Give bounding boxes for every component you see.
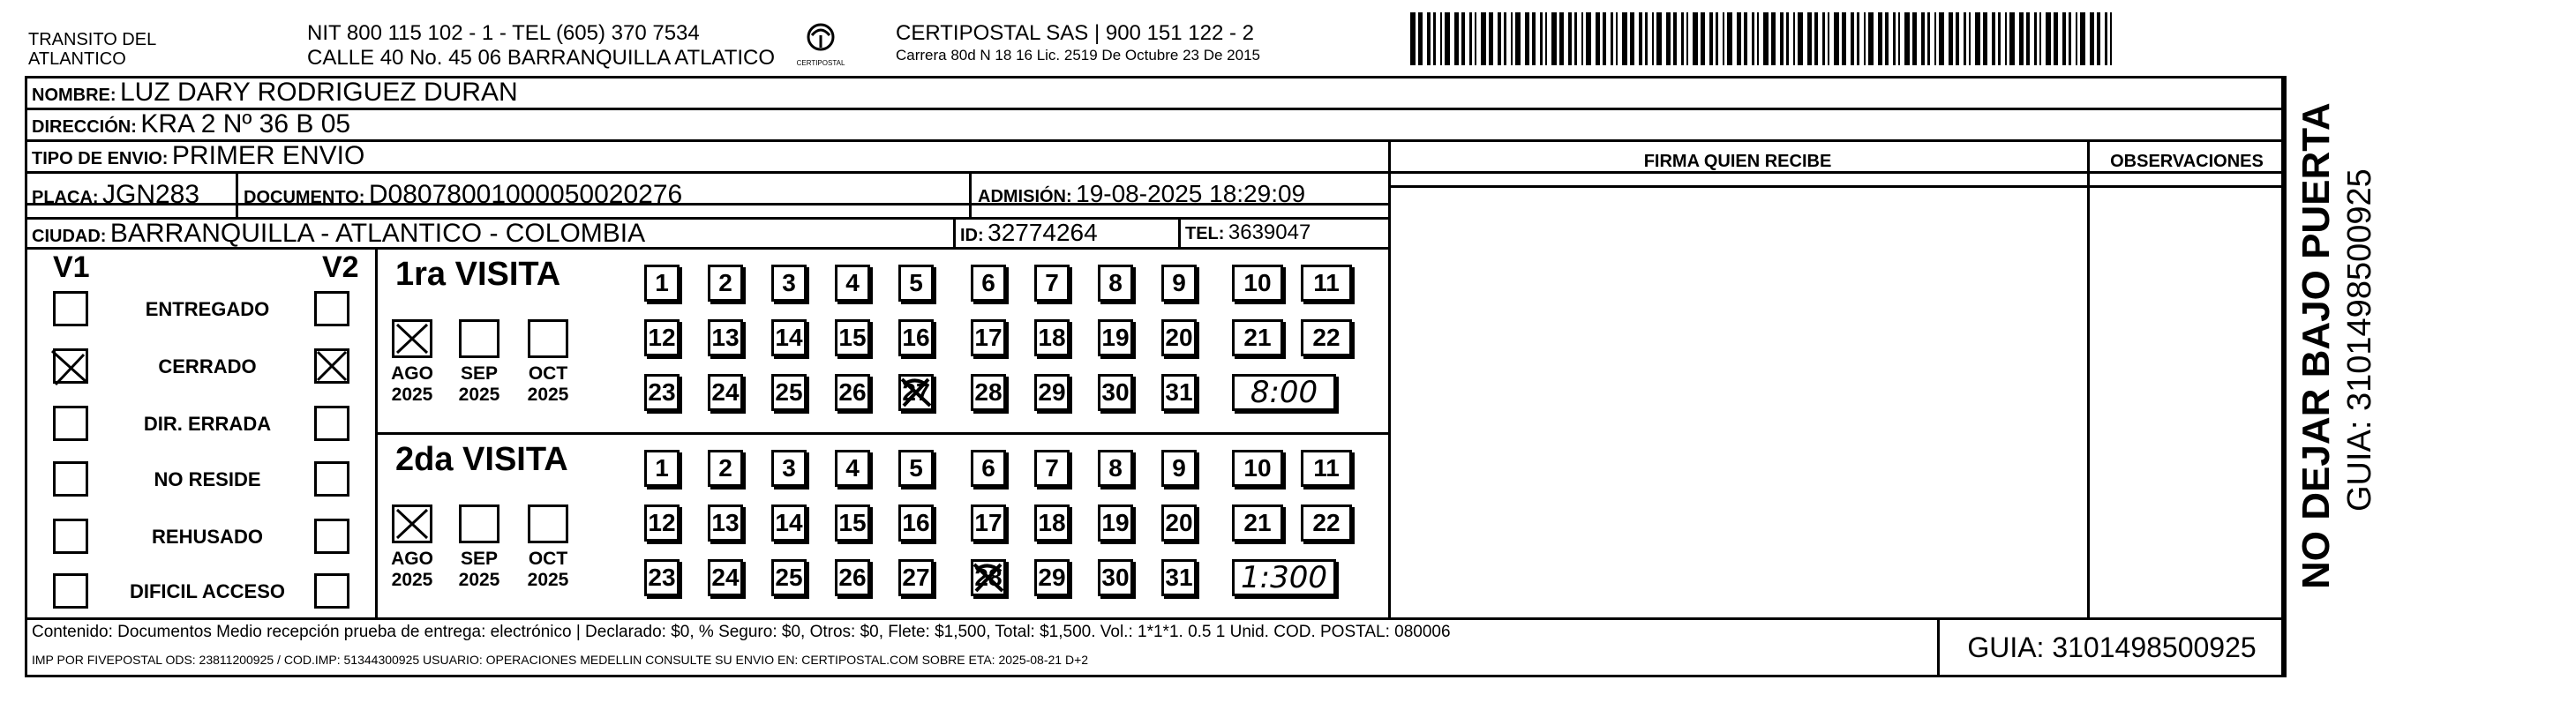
month-label: AGO 2025 bbox=[391, 363, 433, 405]
second-visit-day-box[interactable]: 25 bbox=[771, 559, 807, 596]
documento-value: D08078001000050020276 bbox=[368, 180, 683, 209]
first-visit-day-box[interactable]: 1 bbox=[644, 265, 680, 302]
second-visit-time-box bbox=[1232, 559, 1336, 596]
first-visit-day-box[interactable]: 21 bbox=[1232, 319, 1283, 356]
v1-checkbox[interactable] bbox=[53, 573, 88, 609]
handwritten-time: 1:300 bbox=[1241, 560, 1327, 595]
first-visit-day-box[interactable]: 30 bbox=[1098, 374, 1133, 411]
second-visit-day-box[interactable]: 1 bbox=[644, 450, 680, 487]
direccion-value: KRA 2 Nº 36 B 05 bbox=[140, 109, 351, 138]
second-visit-day-box[interactable]: 8 bbox=[1098, 450, 1133, 487]
admision-value: 19-08-2025 18:29:09 bbox=[1076, 180, 1306, 207]
second-visit-day-box[interactable]: 16 bbox=[898, 504, 934, 542]
first-visit-day-box[interactable]: 7 bbox=[1034, 265, 1070, 302]
first-visit-month-checkbox[interactable] bbox=[392, 319, 432, 358]
scribble-mark-icon bbox=[971, 559, 1006, 596]
signature-area[interactable] bbox=[1391, 188, 2087, 617]
footer-guia: GUIA: 3101498500925 bbox=[1967, 632, 2257, 663]
status-label: NO RESIDE bbox=[154, 468, 261, 490]
side-guia: GUIA: 3101498500925 bbox=[2341, 168, 2378, 512]
second-visit-day-box[interactable]: 7 bbox=[1034, 450, 1070, 487]
v2-header: V2 bbox=[322, 250, 359, 284]
second-visit-day-box[interactable]: 10 bbox=[1232, 450, 1283, 487]
id-value: 32774264 bbox=[988, 219, 1098, 246]
second-visit-month-checkbox[interactable] bbox=[392, 504, 432, 543]
second-visit-day-box[interactable]: 23 bbox=[644, 559, 680, 596]
first-visit-month-checkbox[interactable] bbox=[459, 319, 499, 358]
month-label: SEP 2025 bbox=[458, 549, 500, 590]
direccion-row: DIRECCIÓN: KRA 2 Nº 36 B 05 bbox=[32, 109, 351, 138]
first-visit-day-box[interactable]: 28 bbox=[971, 374, 1006, 411]
second-visit-day-box[interactable]: 12 bbox=[644, 504, 680, 542]
second-visit-day-box[interactable]: 13 bbox=[708, 504, 743, 542]
second-visit-day-box[interactable]: 26 bbox=[835, 559, 870, 596]
barcode-icon bbox=[1410, 12, 2116, 65]
first-visit-day-box[interactable]: 14 bbox=[771, 319, 807, 356]
first-visit-day-box[interactable]: 6 bbox=[971, 265, 1006, 302]
second-visit-day-box[interactable]: 15 bbox=[835, 504, 870, 542]
month-label: SEP 2025 bbox=[458, 363, 500, 405]
certipostal-logo-icon bbox=[803, 19, 838, 55]
v1-checkbox[interactable] bbox=[53, 461, 88, 497]
second-visit-day-box[interactable]: 11 bbox=[1301, 450, 1352, 487]
company-name: TRANSITO DEL ATLANTICO bbox=[28, 30, 157, 69]
status-label: REHUSADO bbox=[152, 526, 263, 548]
ciudad-row: CIUDAD: BARRANQUILLA - ATLANTICO - COLOMBIA bbox=[32, 219, 646, 248]
month-label: AGO 2025 bbox=[391, 549, 433, 590]
second-visit-day-box[interactable]: 9 bbox=[1161, 450, 1197, 487]
documento-row: DOCUMENTO: D08078001000050020276 bbox=[244, 180, 683, 209]
second-visit-day-box[interactable]: 6 bbox=[971, 450, 1006, 487]
placa-value: JGN283 bbox=[102, 180, 200, 209]
first-visit-day-box[interactable]: 3 bbox=[771, 265, 807, 302]
second-visit-day-box[interactable]: 27 bbox=[898, 559, 934, 596]
scribble-mark-icon bbox=[898, 374, 934, 411]
first-visit-day-box[interactable]: 19 bbox=[1098, 319, 1133, 356]
first-visit-day-box[interactable]: 15 bbox=[835, 319, 870, 356]
first-visit-day-box[interactable]: 31 bbox=[1161, 374, 1197, 411]
carrier-info: CERTIPOSTAL SAS | 900 151 122 - 2 Carrera 80d N 18 16 Lic. 2519 De Octubre 23 De 2015 bbox=[896, 21, 1260, 64]
handwritten-time: 8:00 bbox=[1250, 375, 1318, 410]
footer-content: Contenido: Documentos Medio recepción prueba de entrega: electrónico | Declarado: $0, % Seguro: $0, Otros: $0, Flete: $1,500, Total: $1,500. Vol.: 1*1*1. 0.5 1 Unid. COD. POSTAL: 080006 bbox=[32, 623, 1451, 641]
first-visit-day-box[interactable]: 20 bbox=[1161, 319, 1197, 356]
second-visit-day-box[interactable]: 21 bbox=[1232, 504, 1283, 542]
first-visit-day-box[interactable]: 4 bbox=[835, 265, 870, 302]
firma-header: FIRMA QUIEN RECIBE bbox=[1643, 152, 1832, 171]
observaciones-header: OBSERVACIONES bbox=[2110, 152, 2264, 171]
second-visit-day-box[interactable]: 3 bbox=[771, 450, 807, 487]
month-label: OCT 2025 bbox=[527, 363, 569, 405]
second-visit-day-box[interactable]: 31 bbox=[1161, 559, 1197, 596]
second-visit-day-box[interactable]: 2 bbox=[708, 450, 743, 487]
status-label: CERRADO bbox=[158, 355, 257, 377]
issuer-info: NIT 800 115 102 - 1 - TEL (605) 370 7534 CALLE 40 No. 45 06 BARRANQUILLA ATLATICO bbox=[307, 21, 776, 70]
admision-row: ADMISIÓN: 19-08-2025 18:29:09 bbox=[978, 180, 1306, 207]
check-mark-icon bbox=[314, 348, 349, 384]
ciudad-value: BARRANQUILLA - ATLANTICO - COLOMBIA bbox=[109, 219, 646, 248]
second-visit-day-box[interactable]: 17 bbox=[971, 504, 1006, 542]
v1-checkbox[interactable] bbox=[53, 348, 88, 384]
second-visit-day-box[interactable]: 14 bbox=[771, 504, 807, 542]
first-visit-day-box[interactable]: 8 bbox=[1098, 265, 1133, 302]
first-visit-day-box[interactable]: 23 bbox=[644, 374, 680, 411]
second-visit-day-box[interactable]: 24 bbox=[708, 559, 743, 596]
tel-value: 3639047 bbox=[1228, 220, 1311, 244]
second-visit-day-box[interactable]: 29 bbox=[1034, 559, 1070, 596]
first-visit-day-box[interactable]: 2 bbox=[708, 265, 743, 302]
check-mark-icon bbox=[49, 346, 93, 390]
footer-print-info: IMP POR FIVEPOSTAL ODS: 23811200925 / COD.IMP: 51344300925 USUARIO: OPERACIONES MEDELLIN CONSULTE SU ENVIO EN: CERTIPOSTAL.COM SOBRE ETA: 2025-08-21 D+2 bbox=[32, 653, 1089, 667]
second-visit-month-checkbox[interactable] bbox=[459, 504, 499, 543]
v1-header: V1 bbox=[53, 250, 90, 284]
second-visit-title: 2da VISITA bbox=[395, 441, 568, 478]
v2-checkbox[interactable] bbox=[314, 573, 349, 609]
first-visit-day-box[interactable]: 26 bbox=[835, 374, 870, 411]
first-visit-day-box[interactable]: 13 bbox=[708, 319, 743, 356]
second-visit-month-checkbox[interactable] bbox=[528, 504, 568, 543]
tipo-envio-value: PRIMER ENVIO bbox=[171, 141, 365, 170]
second-visit-day-box[interactable]: 4 bbox=[835, 450, 870, 487]
second-visit-day-box[interactable]: 28 bbox=[971, 559, 1006, 596]
v1-checkbox[interactable] bbox=[53, 406, 88, 441]
id-row: ID: 32774264 bbox=[960, 219, 1098, 246]
status-label: DIR. ERRADA bbox=[143, 413, 272, 435]
second-visit-day-box[interactable]: 20 bbox=[1161, 504, 1197, 542]
v1-checkbox[interactable] bbox=[53, 291, 88, 326]
first-visit-day-box[interactable]: 27 bbox=[898, 374, 934, 411]
second-visit-day-box[interactable]: 22 bbox=[1301, 504, 1352, 542]
observations-area[interactable] bbox=[2090, 188, 2284, 617]
first-visit-day-box[interactable]: 29 bbox=[1034, 374, 1070, 411]
v2-checkbox[interactable] bbox=[314, 461, 349, 497]
first-visit-time-box bbox=[1232, 374, 1336, 411]
first-visit-month-checkbox[interactable] bbox=[528, 319, 568, 358]
status-label: ENTREGADO bbox=[145, 298, 270, 320]
first-visit-title: 1ra VISITA bbox=[395, 256, 561, 293]
second-visit-day-box[interactable]: 19 bbox=[1098, 504, 1133, 542]
check-mark-icon bbox=[392, 504, 432, 543]
second-visit-day-box[interactable]: 5 bbox=[898, 450, 934, 487]
first-visit-day-box[interactable]: 5 bbox=[898, 265, 934, 302]
second-visit-day-box[interactable]: 30 bbox=[1098, 559, 1133, 596]
check-mark-icon bbox=[392, 319, 432, 358]
first-visit-day-box[interactable]: 18 bbox=[1034, 319, 1070, 356]
v2-checkbox[interactable] bbox=[314, 291, 349, 326]
barcode bbox=[1410, 12, 2116, 65]
first-visit-day-box[interactable]: 25 bbox=[771, 374, 807, 411]
placa-row: PLACA: JGN283 bbox=[32, 180, 200, 209]
first-visit-day-box[interactable]: 10 bbox=[1232, 265, 1283, 302]
second-visit-day-box[interactable]: 18 bbox=[1034, 504, 1070, 542]
nombre-row: NOMBRE: LUZ DARY RODRIGUEZ DURAN bbox=[32, 78, 518, 107]
no-dejar-bajo-puerta: NO DEJAR BAJO PUERTA bbox=[2294, 102, 2338, 589]
first-visit-day-box[interactable]: 9 bbox=[1161, 265, 1197, 302]
status-label: DIFICIL ACCESO bbox=[129, 580, 285, 602]
first-visit-day-box[interactable]: 16 bbox=[898, 319, 934, 356]
first-visit-day-box[interactable]: 11 bbox=[1301, 265, 1352, 302]
first-visit-day-box[interactable]: 22 bbox=[1301, 319, 1352, 356]
v2-checkbox[interactable] bbox=[314, 406, 349, 441]
first-visit-day-box[interactable]: 17 bbox=[971, 319, 1006, 356]
month-label: OCT 2025 bbox=[527, 549, 569, 590]
first-visit-day-box[interactable]: 12 bbox=[644, 319, 680, 356]
v2-checkbox[interactable] bbox=[314, 348, 349, 384]
nombre-value: LUZ DARY RODRIGUEZ DURAN bbox=[120, 78, 518, 107]
v2-checkbox[interactable] bbox=[314, 519, 349, 554]
tipo-envio-row: TIPO DE ENVIO: PRIMER ENVIO bbox=[32, 141, 365, 170]
tel-row: TEL: 3639047 bbox=[1185, 220, 1311, 244]
carrier-logo: CERTIPOSTAL bbox=[785, 19, 856, 67]
v1-checkbox[interactable] bbox=[53, 519, 88, 554]
first-visit-day-box[interactable]: 24 bbox=[708, 374, 743, 411]
